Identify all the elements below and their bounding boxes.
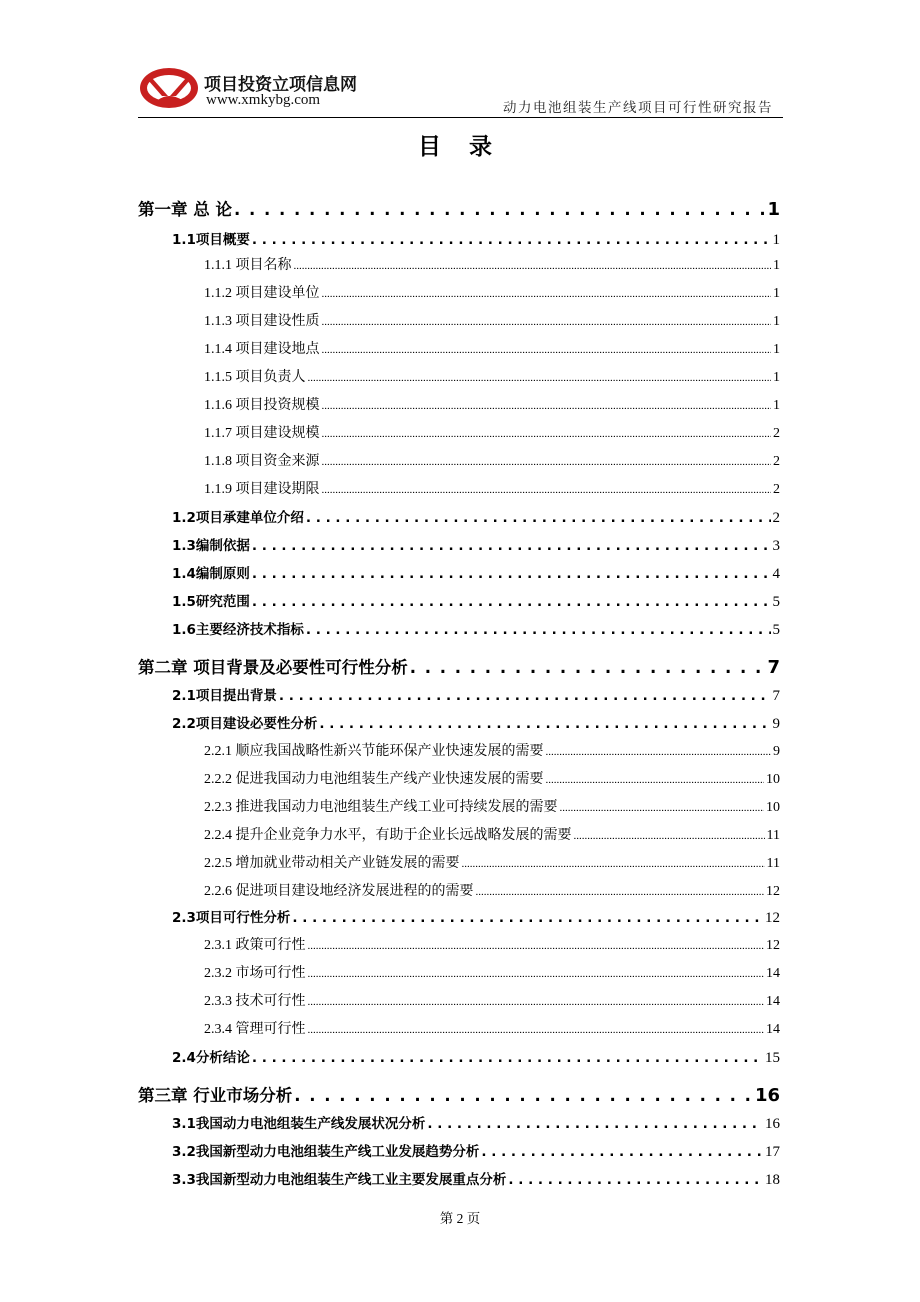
toc-entry-page: 9 <box>772 716 780 732</box>
toc-entry-title: 1.1.1 项目名称 <box>204 258 292 273</box>
toc-entry-title: 2.4分析结论 <box>172 1050 250 1066</box>
toc-entry[interactable] <box>172 534 780 555</box>
toc-entry-page: 7 <box>772 688 780 704</box>
dot-leader <box>252 1050 763 1066</box>
toc-entry-page: 12 <box>766 938 780 953</box>
dot-leader <box>462 856 765 872</box>
toc-entry[interactable] <box>138 654 780 678</box>
dot-leader <box>308 966 765 982</box>
dot-leader <box>481 1144 763 1160</box>
toc-entry-page: 9 <box>773 744 780 759</box>
toc-entry-title: 第三章 行业市场分析 <box>138 1086 293 1105</box>
toc-entry[interactable] <box>204 254 780 274</box>
toc-entry-page: 1 <box>773 258 780 273</box>
toc-entry-title: 1.1.6 项目投资规模 <box>204 398 320 413</box>
toc-entry[interactable] <box>204 796 780 816</box>
toc-entry-page: 14 <box>766 1022 780 1037</box>
toc-entry-page: 2 <box>773 426 780 441</box>
toc-entry[interactable] <box>172 684 780 705</box>
dot-leader <box>294 258 772 274</box>
toc-entry[interactable] <box>204 450 780 470</box>
document-title: 动力电池组装生产线项目可行性研究报告 <box>503 100 773 116</box>
toc-entry[interactable] <box>204 934 780 954</box>
dot-leader <box>292 910 763 926</box>
toc-entry-page: 16 <box>765 1116 780 1132</box>
toc-entry[interactable] <box>172 1168 780 1189</box>
toc-entry-page: 1 <box>773 314 780 329</box>
toc-entry-page: 1 <box>773 342 780 357</box>
toc-entry-title: 2.3.2 市场可行性 <box>204 966 306 981</box>
page-number: 第 2 页 <box>439 1211 481 1226</box>
toc-entry-page: 14 <box>766 966 780 981</box>
toc-entry[interactable] <box>204 990 780 1010</box>
dot-leader <box>319 716 770 732</box>
toc-entry[interactable] <box>172 1046 780 1067</box>
brand-name: 项目投资立项信息网 <box>204 75 357 95</box>
toc-entry-title: 2.3项目可行性分析 <box>172 910 291 926</box>
toc-entry[interactable] <box>172 228 780 249</box>
toc-entry-page: 10 <box>766 772 780 787</box>
dot-leader <box>308 1022 765 1038</box>
toc-entry-title: 1.1.5 项目负责人 <box>204 370 306 385</box>
dot-leader <box>508 1172 763 1188</box>
dot-leader <box>308 370 772 386</box>
toc-entry-page: 17 <box>765 1144 780 1160</box>
toc-entry-page: 4 <box>772 566 780 582</box>
toc-entry-title: 1.5研究范围 <box>172 594 250 610</box>
toc-entry[interactable] <box>172 618 780 639</box>
dot-leader <box>252 594 771 610</box>
toc-entry-title: 2.3.4 管理可行性 <box>204 1022 306 1037</box>
dot-leader <box>308 994 765 1010</box>
dot-leader <box>322 398 772 414</box>
toc-entry-title: 2.2.1 顺应我国战略性新兴节能环保产业快速发展的需要 <box>204 744 544 759</box>
dot-leader <box>546 744 772 760</box>
dot-leader <box>322 454 772 470</box>
dot-leader <box>560 800 765 816</box>
toc-entry-page: 15 <box>765 1050 780 1066</box>
toc-entry-page: 2 <box>773 454 780 469</box>
toc-entry[interactable] <box>138 196 780 220</box>
dot-leader <box>294 1086 753 1105</box>
toc-entry[interactable] <box>204 366 780 386</box>
toc-entry[interactable] <box>204 852 780 872</box>
dot-leader <box>322 314 772 330</box>
toc-entry-title: 1.1.2 项目建设单位 <box>204 286 320 301</box>
toc-entry-page: 1 <box>773 398 780 413</box>
toc-entry-title: 2.2.3 推进我国动力电池组装生产线工业可持续发展的需要 <box>204 800 558 815</box>
toc-entry[interactable] <box>204 962 780 982</box>
dot-leader <box>427 1116 763 1132</box>
toc-entry[interactable] <box>204 422 780 442</box>
dot-leader <box>322 482 772 498</box>
dot-leader <box>546 772 765 788</box>
toc-entry-page: 11 <box>766 856 780 871</box>
toc-entry-title: 2.2.5 增加就业带动相关产业链发展的需要 <box>204 856 460 871</box>
dot-leader <box>322 426 772 442</box>
dot-leader <box>306 510 771 526</box>
toc-entry[interactable] <box>172 1140 780 1161</box>
toc-entry-title: 1.1.9 项目建设期限 <box>204 482 320 497</box>
toc-entry-page: 16 <box>754 1085 780 1106</box>
toc-entry-page: 1 <box>773 370 780 385</box>
toc-entry[interactable] <box>204 394 780 414</box>
toc-entry[interactable] <box>204 282 780 302</box>
toc-entry[interactable] <box>204 824 780 844</box>
dot-leader <box>322 286 772 302</box>
dot-leader <box>308 938 765 954</box>
toc-entry[interactable] <box>204 740 780 760</box>
dot-leader <box>574 828 765 844</box>
dot-leader <box>252 232 771 248</box>
toc-entry-title: 1.3编制依据 <box>172 538 250 554</box>
toc-entry-title: 3.2我国新型动力电池组装生产线工业发展趋势分析 <box>172 1144 480 1160</box>
toc-entry[interactable] <box>204 338 780 358</box>
toc-entry-page: 18 <box>765 1172 780 1188</box>
toc-entry-page: 2 <box>772 510 780 526</box>
toc-entry-title: 1.1.8 项目资金来源 <box>204 454 320 469</box>
toc-entry-page: 12 <box>765 910 780 926</box>
toc-entry-title: 1.1.4 项目建设地点 <box>204 342 320 357</box>
toc-entry[interactable] <box>204 310 780 330</box>
toc-entry-title: 2.1项目提出背景 <box>172 688 277 704</box>
toc-entry-page: 5 <box>772 622 780 638</box>
toc-entry-title: 3.3我国新型动力电池组装生产线工业主要发展重点分析 <box>172 1172 507 1188</box>
toc-entry-page: 1 <box>773 286 780 301</box>
toc-entry-page: 11 <box>766 828 780 843</box>
toc-entry-page: 2 <box>773 482 780 497</box>
dot-leader <box>234 200 765 219</box>
toc-entry[interactable] <box>204 1018 780 1038</box>
toc-heading: 目 录 <box>417 134 502 160</box>
toc-entry[interactable] <box>138 1082 780 1106</box>
toc-entry-page: 5 <box>772 594 780 610</box>
toc-entry[interactable] <box>172 506 780 527</box>
dot-leader <box>306 622 771 638</box>
toc-entry-title: 1.1.3 项目建设性质 <box>204 314 320 329</box>
toc-entry[interactable] <box>172 1112 780 1133</box>
toc-entry[interactable] <box>204 768 780 788</box>
toc-entry-title: 2.3.3 技术可行性 <box>204 994 306 1009</box>
dot-leader <box>410 658 766 677</box>
toc-entry-title: 2.2.2 促进我国动力电池组装生产线产业快速发展的需要 <box>204 772 544 787</box>
toc-entry-title: 1.2项目承建单位介绍 <box>172 510 304 526</box>
dot-leader <box>252 538 771 554</box>
toc-entry-page: 7 <box>767 657 780 678</box>
dot-leader <box>279 688 771 704</box>
dot-leader <box>252 566 771 582</box>
toc-entry[interactable] <box>172 906 780 927</box>
toc-entry-title: 3.1我国动力电池组装生产线发展状况分析 <box>172 1116 426 1132</box>
toc-entry-page: 14 <box>766 994 780 1009</box>
toc-entry[interactable] <box>172 712 780 733</box>
brand-url[interactable]: www.xmkybg.com <box>206 92 321 108</box>
toc-entry-title: 1.1.7 项目建设规模 <box>204 426 320 441</box>
toc-entry[interactable] <box>204 880 780 900</box>
dot-leader <box>322 342 772 358</box>
toc-entry-title: 1.4编制原则 <box>172 566 250 582</box>
toc-entry-title: 第二章 项目背景及必要性可行性分析 <box>138 658 408 677</box>
toc-entry-title: 2.2.6 促进项目建设地经济发展进程的的需要 <box>204 884 474 899</box>
toc-entry-title: 第一章 总 论 <box>138 200 232 219</box>
toc-entry[interactable] <box>172 562 780 583</box>
toc-entry-title: 2.3.1 政策可行性 <box>204 938 306 953</box>
toc-entry-page: 10 <box>766 800 780 815</box>
toc-entry-title: 2.2项目建设必要性分析 <box>172 716 318 732</box>
toc-entry-title: 1.1项目概要 <box>172 232 250 248</box>
toc-entry[interactable] <box>172 590 780 611</box>
toc-entry-page: 3 <box>772 538 780 554</box>
toc-entry-title: 1.6主要经济技术指标 <box>172 622 304 638</box>
dot-leader <box>476 884 765 900</box>
toc-entry-page: 1 <box>772 232 780 248</box>
toc-entry[interactable] <box>204 478 780 498</box>
toc-entry-title: 2.2.4 提升企业竞争力水平，有助于企业长远战略发展的需要 <box>204 828 572 843</box>
toc-entry-page: 12 <box>766 884 780 899</box>
toc-entry-page: 1 <box>767 199 780 220</box>
